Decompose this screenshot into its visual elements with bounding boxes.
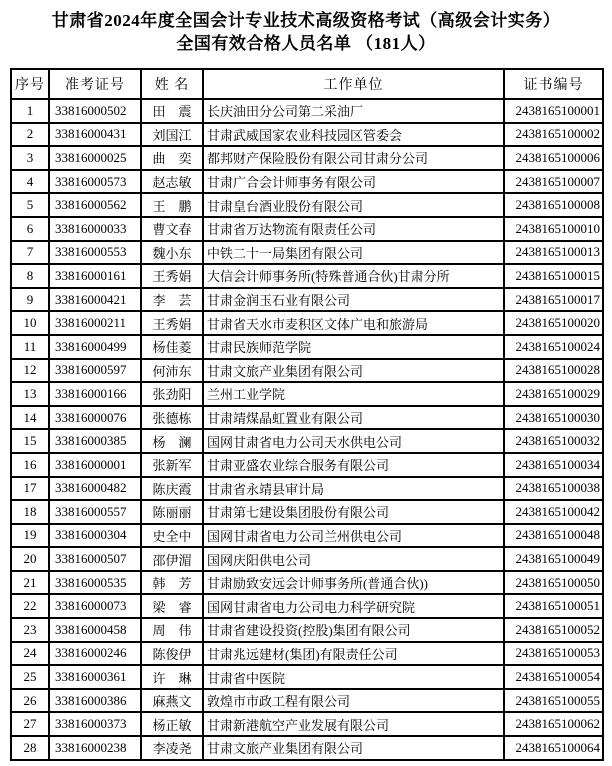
- cell-certificate-no: 2438165100050: [504, 571, 603, 595]
- cell-certificate-no: 2438165100062: [504, 712, 603, 736]
- cell-name: 陈庆霞: [141, 477, 203, 501]
- cell-name: 陈俊伊: [141, 642, 203, 666]
- cell-work-unit: 甘肃民族师范学院: [203, 335, 504, 359]
- table-row: [11, 335, 603, 359]
- cell-name: 曹文春: [141, 217, 203, 241]
- cell-name: 杨 澜: [141, 429, 203, 453]
- cell-serial-number: 13: [11, 382, 49, 406]
- table-row: [11, 193, 603, 217]
- cell-serial-number: 2: [11, 123, 49, 147]
- cell-serial-number: 16: [11, 453, 49, 477]
- cell-name: 史全中: [141, 524, 203, 548]
- cell-admission-ticket-no: 33816000431: [49, 123, 141, 147]
- cell-serial-number: 9: [11, 288, 49, 312]
- cell-certificate-no: 2438165100001: [504, 99, 603, 123]
- table-row: [11, 524, 603, 548]
- header-work-unit: 工作单位: [203, 69, 504, 99]
- cell-certificate-no: 2438165100034: [504, 453, 603, 477]
- cell-serial-number: 18: [11, 500, 49, 524]
- table-row: [11, 406, 603, 430]
- cell-work-unit: 甘肃文旅产业集团有限公司: [203, 736, 504, 760]
- cell-work-unit: 甘肃励致安远会计师事务所(普通合伙)): [203, 571, 504, 595]
- header-admission-ticket-no: 准考证号: [49, 69, 141, 99]
- cell-work-unit: 国网庆阳供电公司: [203, 547, 504, 571]
- cell-serial-number: 5: [11, 193, 49, 217]
- cell-name: 王 鹏: [141, 193, 203, 217]
- cell-name: 李凌尧: [141, 736, 203, 760]
- cell-certificate-no: 2438165100008: [504, 193, 603, 217]
- cell-work-unit: 甘肃省中医院: [203, 665, 504, 689]
- cell-work-unit: 长庆油田分公司第二采油厂: [203, 99, 504, 123]
- table-row: [11, 429, 603, 453]
- cell-admission-ticket-no: 33816000033: [49, 217, 141, 241]
- cell-work-unit: 甘肃省万达物流有限责任公司: [203, 217, 504, 241]
- cell-serial-number: 10: [11, 311, 49, 335]
- cell-admission-ticket-no: 33816000502: [49, 99, 141, 123]
- cell-certificate-no: 2438165100054: [504, 665, 603, 689]
- cell-admission-ticket-no: 33816000499: [49, 335, 141, 359]
- document-title-line1: 甘肃省2024年度全国会计专业技术高级资格考试（高级会计实务）: [51, 11, 561, 30]
- cell-work-unit: 国网甘肃省电力公司电力科学研究院: [203, 594, 504, 618]
- cell-work-unit: 甘肃兆远建材(集团)有限责任公司: [203, 642, 504, 666]
- cell-serial-number: 8: [11, 264, 49, 288]
- table-header-row: [11, 69, 603, 99]
- cell-serial-number: 17: [11, 477, 49, 501]
- cell-certificate-no: 2438165100053: [504, 642, 603, 666]
- cell-name: 梁 睿: [141, 594, 203, 618]
- cell-admission-ticket-no: 33816000025: [49, 146, 141, 170]
- table-row: [11, 359, 603, 383]
- cell-name: 何沛东: [141, 359, 203, 383]
- cell-name: 杨佳菱: [141, 335, 203, 359]
- table-row: [11, 99, 603, 123]
- cell-admission-ticket-no: 33816000246: [49, 642, 141, 666]
- cell-work-unit: 国网甘肃省电力公司兰州供电公司: [203, 524, 504, 548]
- cell-work-unit: 中铁二十一局集团有限公司: [203, 241, 504, 265]
- header-name: 姓 名: [141, 69, 203, 99]
- cell-name: 张德栋: [141, 406, 203, 430]
- results-table-body: [11, 99, 603, 760]
- cell-work-unit: 敦煌市市政工程有限公司: [203, 689, 504, 713]
- cell-work-unit: 甘肃皇台酒业股份有限公司: [203, 193, 504, 217]
- table-row: [11, 665, 603, 689]
- table-row: [11, 500, 603, 524]
- table-row: [11, 477, 603, 501]
- cell-admission-ticket-no: 33816000385: [49, 429, 141, 453]
- cell-work-unit: 甘肃靖煤晶虹置业有限公司: [203, 406, 504, 430]
- cell-name: 刘国江: [141, 123, 203, 147]
- cell-certificate-no: 2438165100015: [504, 264, 603, 288]
- cell-certificate-no: 2438165100007: [504, 170, 603, 194]
- cell-certificate-no: 2438165100002: [504, 123, 603, 147]
- cell-admission-ticket-no: 33816000073: [49, 594, 141, 618]
- cell-serial-number: 6: [11, 217, 49, 241]
- cell-serial-number: 22: [11, 594, 49, 618]
- table-row: [11, 146, 603, 170]
- cell-work-unit: 甘肃文旅产业集团有限公司: [203, 359, 504, 383]
- cell-name: 张劲阳: [141, 382, 203, 406]
- cell-certificate-no: 2438165100030: [504, 406, 603, 430]
- cell-admission-ticket-no: 33816000304: [49, 524, 141, 548]
- cell-name: 张新军: [141, 453, 203, 477]
- cell-certificate-no: 2438165100029: [504, 382, 603, 406]
- cell-name: 周 伟: [141, 618, 203, 642]
- cell-serial-number: 12: [11, 359, 49, 383]
- cell-admission-ticket-no: 33816000238: [49, 736, 141, 760]
- cell-name: 赵志敏: [141, 170, 203, 194]
- cell-serial-number: 1: [11, 99, 49, 123]
- cell-name: 许 琳: [141, 665, 203, 689]
- cell-admission-ticket-no: 33816000166: [49, 382, 141, 406]
- cell-serial-number: 25: [11, 665, 49, 689]
- cell-serial-number: 3: [11, 146, 49, 170]
- cell-serial-number: 15: [11, 429, 49, 453]
- cell-admission-ticket-no: 33816000562: [49, 193, 141, 217]
- cell-name: 王秀娟: [141, 264, 203, 288]
- document-title-line2: 全国有效合格人员名单 （181人）: [176, 34, 436, 53]
- table-row: [11, 594, 603, 618]
- cell-serial-number: 4: [11, 170, 49, 194]
- cell-admission-ticket-no: 33816000421: [49, 288, 141, 312]
- cell-admission-ticket-no: 33816000211: [49, 311, 141, 335]
- qualified-personnel-table: [10, 68, 604, 761]
- cell-certificate-no: 2438165100010: [504, 217, 603, 241]
- cell-work-unit: 甘肃武威国家农业科技园区管委会: [203, 123, 504, 147]
- table-row: [11, 689, 603, 713]
- header-serial-number: 序号: [11, 69, 49, 99]
- cell-admission-ticket-no: 33816000597: [49, 359, 141, 383]
- cell-name: 王秀娟: [141, 311, 203, 335]
- cell-certificate-no: 2438165100024: [504, 335, 603, 359]
- cell-certificate-no: 2438165100042: [504, 500, 603, 524]
- cell-work-unit: 甘肃省永靖县审计局: [203, 477, 504, 501]
- cell-work-unit: 国网甘肃省电力公司天水供电公司: [203, 429, 504, 453]
- cell-work-unit: 兰州工业学院: [203, 382, 504, 406]
- table-row: [11, 170, 603, 194]
- cell-certificate-no: 2438165100064: [504, 736, 603, 760]
- table-row: [11, 618, 603, 642]
- cell-certificate-no: 2438165100013: [504, 241, 603, 265]
- cell-name: 麻燕文: [141, 689, 203, 713]
- cell-admission-ticket-no: 33816000001: [49, 453, 141, 477]
- cell-name: 陈丽丽: [141, 500, 203, 524]
- cell-serial-number: 26: [11, 689, 49, 713]
- cell-admission-ticket-no: 33816000161: [49, 264, 141, 288]
- cell-work-unit: 甘肃金润玉石业有限公司: [203, 288, 504, 312]
- cell-serial-number: 27: [11, 712, 49, 736]
- cell-serial-number: 21: [11, 571, 49, 595]
- cell-admission-ticket-no: 33816000373: [49, 712, 141, 736]
- cell-work-unit: 甘肃第七建设集团股份有限公司: [203, 500, 504, 524]
- cell-certificate-no: 2438165100055: [504, 689, 603, 713]
- cell-work-unit: 甘肃省建设投资(控股)集团有限公司: [203, 618, 504, 642]
- cell-certificate-no: 2438165100052: [504, 618, 603, 642]
- cell-serial-number: 11: [11, 335, 49, 359]
- cell-admission-ticket-no: 33816000386: [49, 689, 141, 713]
- cell-name: 邵伊湄: [141, 547, 203, 571]
- cell-work-unit: 甘肃省天水市麦积区文体广电和旅游局: [203, 311, 504, 335]
- cell-certificate-no: 2438165100020: [504, 311, 603, 335]
- cell-serial-number: 24: [11, 642, 49, 666]
- cell-certificate-no: 2438165100049: [504, 547, 603, 571]
- cell-admission-ticket-no: 33816000076: [49, 406, 141, 430]
- document-title: [0, 0, 612, 55]
- table-row: [11, 288, 603, 312]
- table-row: [11, 571, 603, 595]
- cell-certificate-no: 2438165100006: [504, 146, 603, 170]
- cell-name: 魏小东: [141, 241, 203, 265]
- cell-work-unit: 都邦财产保险股份有限公司甘肃分公司: [203, 146, 504, 170]
- cell-admission-ticket-no: 33816000507: [49, 547, 141, 571]
- cell-certificate-no: 2438165100032: [504, 429, 603, 453]
- table-row: [11, 123, 603, 147]
- cell-certificate-no: 2438165100048: [504, 524, 603, 548]
- header-certificate-no: 证书编号: [504, 69, 603, 99]
- cell-name: 曲 奕: [141, 146, 203, 170]
- cell-serial-number: 23: [11, 618, 49, 642]
- cell-admission-ticket-no: 33816000458: [49, 618, 141, 642]
- cell-serial-number: 14: [11, 406, 49, 430]
- cell-admission-ticket-no: 33816000557: [49, 500, 141, 524]
- cell-work-unit: 甘肃新港航空产业发展有限公司: [203, 712, 504, 736]
- table-row: [11, 311, 603, 335]
- table-row: [11, 642, 603, 666]
- cell-serial-number: 28: [11, 736, 49, 760]
- table-row: [11, 453, 603, 477]
- cell-admission-ticket-no: 33816000553: [49, 241, 141, 265]
- cell-name: 李 芸: [141, 288, 203, 312]
- cell-serial-number: 20: [11, 547, 49, 571]
- cell-name: 杨正敏: [141, 712, 203, 736]
- cell-name: 田 震: [141, 99, 203, 123]
- cell-work-unit: 甘肃广合会计师事务有限公司: [203, 170, 504, 194]
- table-row: [11, 264, 603, 288]
- table-row: [11, 217, 603, 241]
- cell-serial-number: 7: [11, 241, 49, 265]
- table-row: [11, 736, 603, 760]
- cell-admission-ticket-no: 33816000535: [49, 571, 141, 595]
- cell-work-unit: 大信会计师事务所(特殊普通合伙)甘肃分所: [203, 264, 504, 288]
- table-row: [11, 382, 603, 406]
- cell-certificate-no: 2438165100038: [504, 477, 603, 501]
- table-row: [11, 547, 603, 571]
- cell-certificate-no: 2438165100028: [504, 359, 603, 383]
- table-row: [11, 712, 603, 736]
- table-row: [11, 241, 603, 265]
- cell-certificate-no: 2438165100017: [504, 288, 603, 312]
- cell-name: 韩 芳: [141, 571, 203, 595]
- cell-work-unit: 甘肃亚盛农业综合服务有限公司: [203, 453, 504, 477]
- cell-admission-ticket-no: 33816000573: [49, 170, 141, 194]
- cell-serial-number: 19: [11, 524, 49, 548]
- cell-admission-ticket-no: 33816000482: [49, 477, 141, 501]
- cell-certificate-no: 2438165100051: [504, 594, 603, 618]
- cell-admission-ticket-no: 33816000361: [49, 665, 141, 689]
